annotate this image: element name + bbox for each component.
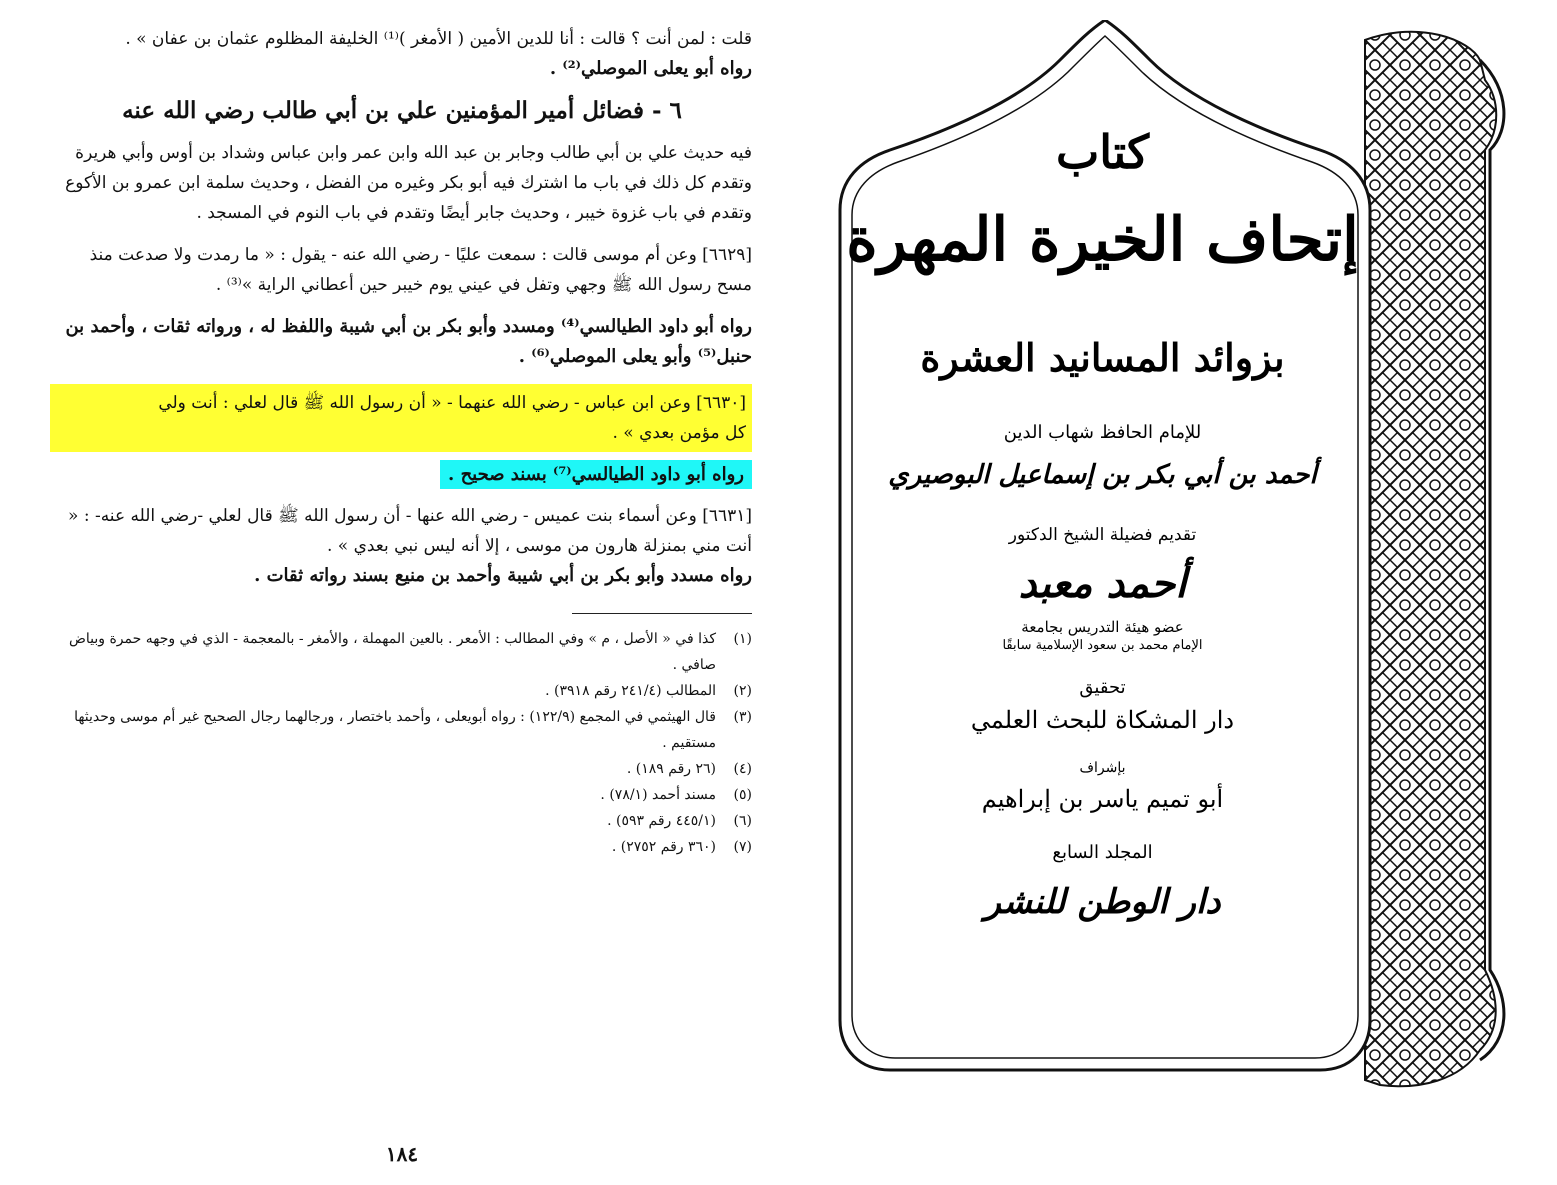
book-cover <box>820 20 1515 1100</box>
footnote: (١) كذا في « الأصل ، م » وفي المطالب : الأمعر . بالعين المهملة ، والأمغر - بالمعجمة - الذي في وجهه حمرة وبياض صافي . <box>68 631 752 673</box>
narration-6629: رواه أبو داود الطيالسي⁽⁴⁾ ومسدد وأبو بكر بن أبي شيبة واللفظ له ، ورواته ثقات ، وأحمد بن حنبل⁽⁵⁾ وأبو يعلى الموصلي⁽⁶⁾ . <box>65 316 752 367</box>
cover-title: إتحاف الخيرة المهرة <box>846 205 1359 275</box>
footnote: (٣) قال الهيثمي في المجمع (١٢٢/٩) : رواه أبويعلى ، وأحمد باختصار ، ورجالهما رجال الصحيح غير أم موسى وحديثها مستقيم . <box>74 709 752 751</box>
cover-author: أحمد بن أبي بكر بن إسماعيل البوصيري <box>888 460 1317 490</box>
cover-presenter: أحمد معبد <box>1018 560 1187 607</box>
footnote: (٥) مسند أحمد (٧٨/١) . <box>600 787 752 803</box>
spine-pattern <box>1365 32 1496 1087</box>
footnote-rule <box>572 613 752 614</box>
footnote: (٧) (٣٦٠ رقم ٢٧٥٢) . <box>611 839 752 855</box>
cover-subtitle: بزوائد المسانيد العشرة <box>920 335 1285 380</box>
cover-ishraf-by: أبو تميم ياسر بن إبراهيم <box>981 785 1224 813</box>
cover-presenter-role2: الإمام محمد بن سعود الإسلامية سابقًا <box>1002 638 1203 653</box>
cover-volume: المجلد السابع <box>1052 842 1153 863</box>
cover-lil-imam: للإمام الحافظ شهاب الدين <box>1003 422 1202 443</box>
narration-6631: رواه مسدد وأبو بكر بن أبي شيبة وأحمد بن منيع بسند رواته ثقات . <box>254 565 752 586</box>
page-number: ١٨٤ <box>385 1142 419 1166</box>
cover-publisher: دار الوطن للنشر <box>984 882 1221 922</box>
hadith-6630-highlight <box>50 384 752 452</box>
cover-kitab: كتاب <box>1055 125 1150 179</box>
cover-presenter-role1: عضو هيئة التدريس بجامعة <box>1021 618 1184 636</box>
intro-line: قلت : لمن أنت ؟ قالت : أنا للدين الأمين ( الأمغر )⁽¹⁾ الخليفة المظلوم عثمان بن عفان » . <box>125 29 752 49</box>
narration-6630-highlight: رواه أبو داود الطيالسي⁽⁷⁾ بسند صحيح . <box>440 460 752 489</box>
intro-narration: رواه أبو يعلى الموصلي⁽²⁾ . <box>549 58 752 79</box>
footnote: (٤) (٢٦ رقم ١٨٩) . <box>626 761 752 777</box>
footnote: (٢) المطالب (٢٤١/٤ رقم ٣٩١٨) . <box>545 683 752 699</box>
cover-taqdim: تقديم فضيلة الشيخ الدكتور <box>1008 525 1197 545</box>
cover-tahqiq: تحقيق <box>1079 677 1126 698</box>
cover-tahqiq-by: دار المشكاة للبحث العلمي <box>970 706 1235 734</box>
text-page <box>52 24 752 1164</box>
intro-paragraph: فيه حديث علي بن أبي طالب وجابر بن عبد الله وابن عمر وابن عباس وشداد بن أوس وأبي هريرة وتقدم كل ذلك في باب ما اشترك فيه أبو بكر وغيره من الفضل ، وحديث سلمة ابن عمرو بن الأكوع وتقدم في باب غزوة خيبر ، وحديث جابر أيضًا وتقدم في باب النوم في المسجد . <box>65 143 752 223</box>
section-heading: ٦ - فضائل أمير المؤمنين علي بن أبي طالب رضي الله عنه <box>122 97 682 124</box>
hadith-6629: [٦٦٢٩] وعن أم موسى قالت : سمعت عليًا - رضي الله عنه - يقول : « ما رمدت ولا صدعت منذ مسح رسول الله ﷺ وجهي وتفل في عيني يوم خيبر حين أعطاني الراية »⁽³⁾ . <box>89 245 752 295</box>
hadith-6630-line1: [٦٦٣٠] وعن ابن عباس - رضي الله عنهما - « أن رسول الله ﷺ قال لعلي : أنت ولي <box>158 393 746 413</box>
hadith-6630-line2: كل مؤمن بعدي » . <box>612 423 746 443</box>
cover-ishraf: بإشراف <box>1079 760 1126 776</box>
hadith-6631: [٦٦٣١] وعن أسماء بنت عميس - رضي الله عنها - أن رسول الله ﷺ قال لعلي -رضي الله عنه- : « أنت مني بمنزلة هارون من موسى ، إلا أنه ليس نبي بعدي » . <box>68 506 752 556</box>
footnotes <box>52 626 752 860</box>
footnote: (٦) (٤٤٥/١ رقم ٥٩٣) . <box>607 813 752 829</box>
